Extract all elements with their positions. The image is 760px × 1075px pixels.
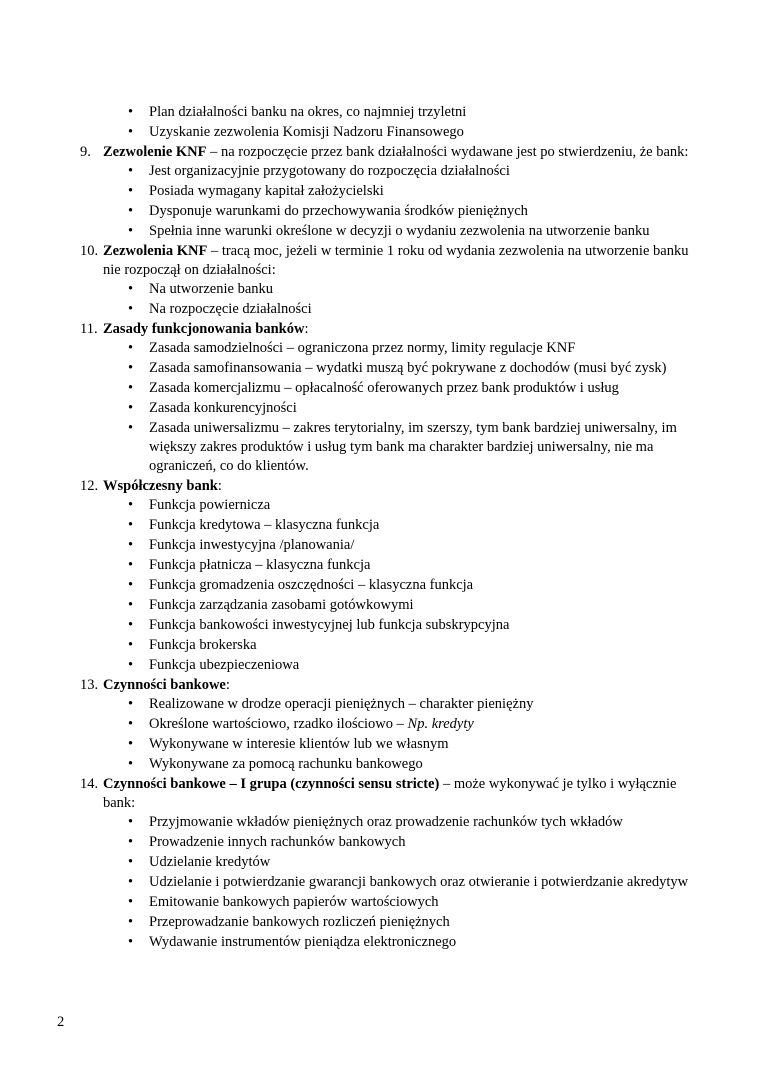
list-item: • Funkcja powiernicza xyxy=(103,496,700,515)
section-10 xyxy=(80,242,700,319)
section-text: – może wykonywać je tylko i wyłącznie bank: xyxy=(103,776,677,811)
section-text: : xyxy=(304,321,309,337)
list-item: • Funkcja brokerska xyxy=(103,636,700,655)
page-number: 2 xyxy=(57,1014,65,1030)
section-number: 9. xyxy=(80,144,91,160)
section-bullet-list xyxy=(103,813,700,952)
section-heading xyxy=(103,320,700,339)
list-item: • Prowadzenie innych rachunków bankowych xyxy=(103,833,700,852)
section-heading xyxy=(103,242,700,280)
list-item: • Wykonywane za pomocą rachunku bankowego xyxy=(103,755,700,774)
list-item: • Funkcja zarządzania zasobami gotówkowymi xyxy=(103,596,700,615)
top-bullet-list xyxy=(80,103,700,142)
list-item: • Posiada wymagany kapitał założycielski xyxy=(103,182,700,201)
list-item xyxy=(103,715,700,734)
section-text: : xyxy=(225,677,230,693)
list-item: • Dysponuje warunkami do przechowywania środków pieniężnych xyxy=(103,202,700,221)
section-title: Czynności bankowe – I grupa (czynności sensu stricte) xyxy=(103,776,440,792)
section-text: – na rozpoczęcie przez bank działalności wydawane jest po stwierdzeniu, że bank: xyxy=(206,144,689,160)
list-item: • Zasada uniwersalizmu – zakres terytorialny, im szerszy, tym bank bardziej uniwersalny, im większy zakres produktów i usług tym bank ma charakter bardziej uniwersalny, nie ma ograniczeń, co do klientów. xyxy=(103,419,700,476)
section-number: 10. xyxy=(80,243,99,259)
section-number: 13. xyxy=(80,677,99,693)
section-number: 11. xyxy=(80,321,98,337)
section-bullet-list xyxy=(103,695,700,774)
section-heading xyxy=(103,477,700,496)
list-item: • Emitowanie bankowych papierów wartościowych xyxy=(103,893,700,912)
section-13 xyxy=(80,676,700,774)
section-number: 14. xyxy=(80,776,99,792)
list-item: • Funkcja kredytowa – klasyczna funkcja xyxy=(103,516,700,535)
list-item: • Wykonywane w interesie klientów lub we własnym xyxy=(103,735,700,754)
list-item: • Plan działalności banku na okres, co najmniej trzyletni xyxy=(80,103,700,122)
section-title: Zezwolenia KNF xyxy=(103,243,208,259)
list-item: • Funkcja bankowości inwestycyjnej lub funkcja subskrypcyjna xyxy=(103,616,700,635)
section-bullet-list xyxy=(103,496,700,675)
section-title: Współczesny bank xyxy=(103,478,218,494)
section-bullet-list xyxy=(103,339,700,476)
section-heading xyxy=(103,676,700,695)
list-item: • Przeprowadzanie bankowych rozliczeń pieniężnych xyxy=(103,913,700,932)
list-item: • Wydawanie instrumentów pieniądza elektronicznego xyxy=(103,933,700,952)
section-bullet-list xyxy=(103,162,700,241)
list-item: • Spełnia inne warunki określone w decyzji o wydaniu zezwolenia na utworzenie banku xyxy=(103,222,700,241)
list-item: • Udzielanie kredytów xyxy=(103,853,700,872)
section-text: : xyxy=(217,478,222,494)
list-item: • Funkcja gromadzenia oszczędności – klasyczna funkcja xyxy=(103,576,700,595)
section-text: – tracą moc, jeżeli w terminie 1 roku od wydania zezwolenia na utworzenie banku nie rozpoczął on działalności: xyxy=(103,243,689,278)
list-item: • Zasada komercjalizmu – opłacalność oferowanych przez bank produktów i usług xyxy=(103,379,700,398)
page-content xyxy=(80,103,700,953)
section-12 xyxy=(80,477,700,675)
list-item: • Na rozpoczęcie działalności xyxy=(103,300,700,319)
section-title: Zasady funkcjonowania banków xyxy=(103,321,305,337)
list-item: • Funkcja płatnicza – klasyczna funkcja xyxy=(103,556,700,575)
list-item-text: Określone wartościowo, rzadko ilościowo – xyxy=(149,716,408,732)
section-9 xyxy=(80,143,700,241)
section-heading xyxy=(103,775,700,813)
section-number: 12. xyxy=(80,478,99,494)
list-item: • Uzyskanie zezwolenia Komisji Nadzoru Finansowego xyxy=(80,123,700,142)
section-14 xyxy=(80,775,700,952)
list-item-example: Np. kredyty xyxy=(407,716,474,732)
section-bullet-list xyxy=(103,280,700,319)
list-item: • Przyjmowanie wkładów pieniężnych oraz prowadzenie rachunków tych wkładów xyxy=(103,813,700,832)
list-item: • Funkcja ubezpieczeniowa xyxy=(103,656,700,675)
section-11 xyxy=(80,320,700,476)
list-item: • Udzielanie i potwierdzanie gwarancji bankowych oraz otwieranie i potwierdzanie akredytyw xyxy=(103,873,700,892)
list-item: • Zasada konkurencyjności xyxy=(103,399,700,418)
section-title: Czynności bankowe xyxy=(103,677,226,693)
list-item: • Jest organizacyjnie przygotowany do rozpoczęcia działalności xyxy=(103,162,700,181)
list-item: • Na utworzenie banku xyxy=(103,280,700,299)
list-item: • Zasada samofinansowania – wydatki muszą być pokrywane z dochodów (musi być zysk) xyxy=(103,359,700,378)
list-item: • Realizowane w drodze operacji pieniężnych – charakter pieniężny xyxy=(103,695,700,714)
section-title: Zezwolenie KNF xyxy=(103,144,207,160)
list-item: • Zasada samodzielności – ograniczona przez normy, limity regulacje KNF xyxy=(103,339,700,358)
list-item: • Funkcja inwestycyjna /planowania/ xyxy=(103,536,700,555)
section-heading xyxy=(103,143,700,162)
